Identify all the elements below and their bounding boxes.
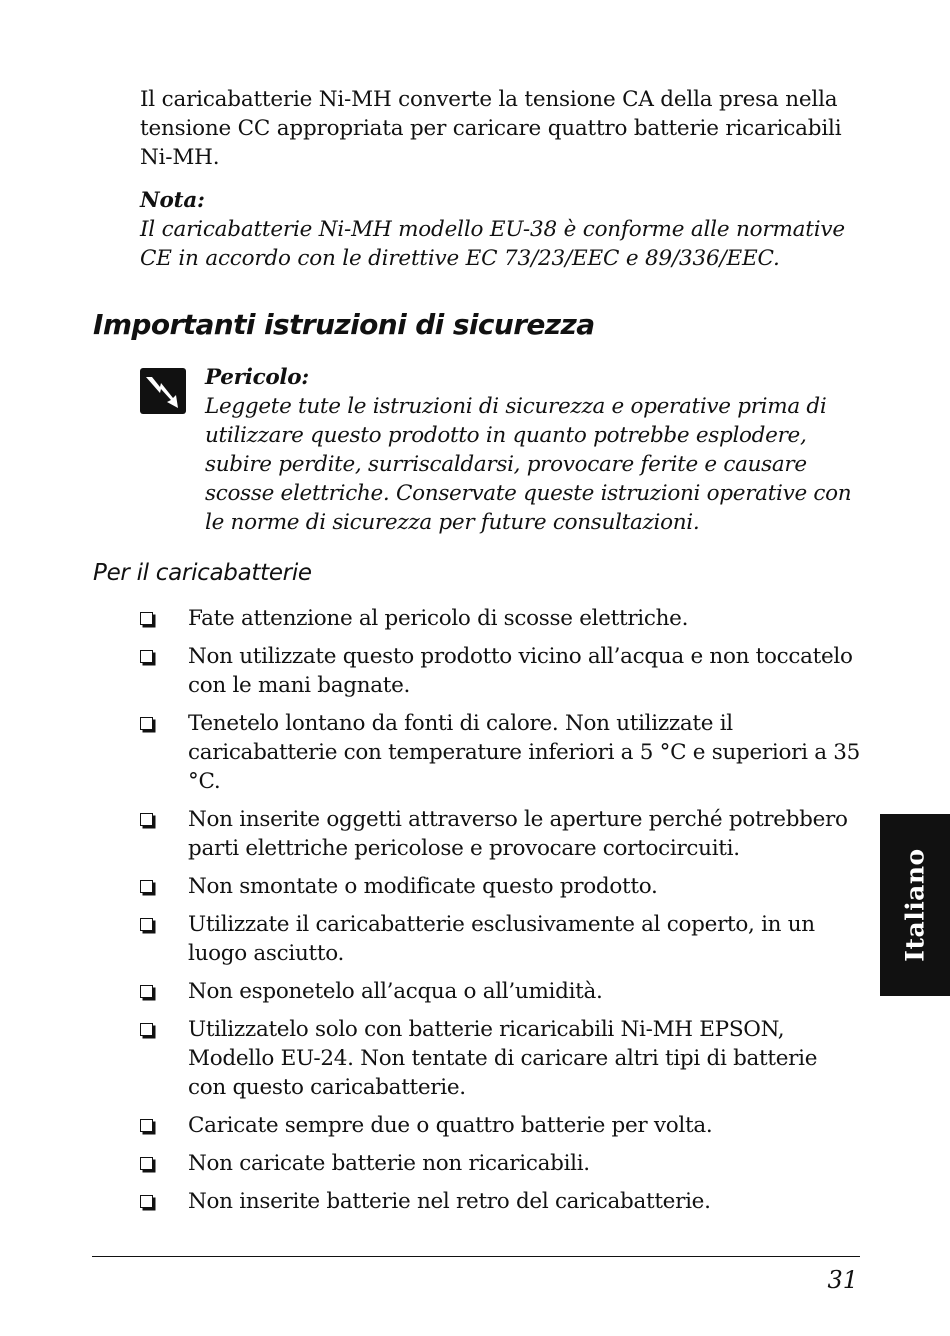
list-item-text: Caricate sempre due o quattro batterie per volta. — [188, 1113, 713, 1138]
note-block — [140, 186, 860, 273]
list-item — [140, 1187, 860, 1216]
warning-text: Leggete tute le istruzioni di sicurezza e operative prima di utilizzare questo prodotto in quanto potrebbe esplodere, subire perdite, surriscaldarsi, provocare ferite e causare scosse elettriche. Conservate queste istruzioni operative con le norme di sicurezza per future consultazioni. — [205, 394, 852, 535]
warning-block — [205, 363, 865, 537]
checkbox-bullet-icon — [140, 918, 153, 931]
note-text: Il caricabatterie Ni-MH modello EU-38 è conforme alle normative CE in accordo con le direttive EC 73/23/EEC e 89/336/EEC. — [140, 217, 845, 271]
list-item — [140, 977, 860, 1006]
subsection-title: Per il caricabatterie — [93, 560, 312, 586]
checkbox-bullet-icon — [140, 650, 153, 663]
checkbox-bullet-icon — [140, 1157, 153, 1170]
safety-list — [140, 604, 860, 1225]
checkbox-bullet-icon — [140, 612, 153, 625]
list-item — [140, 872, 860, 901]
language-tab — [880, 814, 950, 996]
list-item-text: Non smontate o modificate questo prodotto. — [188, 874, 658, 899]
language-tab-label: Italiano — [900, 848, 930, 962]
warning-title: Pericolo: — [205, 365, 309, 390]
list-item — [140, 805, 860, 863]
list-item-text: Utilizzate il caricabatterie esclusivamente al coperto, in un luogo asciutto. — [188, 912, 815, 966]
list-item-text: Non utilizzate questo prodotto vicino all’acqua e non toccatelo con le mani bagnate. — [188, 644, 853, 698]
section-title: Importanti istruzioni di sicurezza — [93, 308, 595, 341]
note-title: Nota: — [140, 188, 205, 213]
list-item-text: Tenetelo lontano da fonti di calore. Non utilizzate il caricabatterie con temperature inferiori a 5 °C e superiori a 35 °C. — [188, 711, 861, 794]
footer-divider — [92, 1256, 860, 1257]
checkbox-bullet-icon — [140, 1119, 153, 1132]
list-item — [140, 642, 860, 700]
checkbox-bullet-icon — [140, 880, 153, 893]
list-item-text: Non esponetelo all’acqua o all’umidità. — [188, 979, 603, 1004]
checkbox-bullet-icon — [140, 813, 153, 826]
intro-paragraph: Il caricabatterie Ni-MH converte la tensione CA della presa nella tensione CC appropriata per caricare quattro batterie ricaricabili Ni-MH. — [140, 87, 842, 170]
checkbox-bullet-icon — [140, 717, 153, 730]
checkbox-bullet-icon — [140, 1195, 153, 1208]
danger-lightning-icon — [140, 368, 186, 414]
list-item-text: Non inserite batterie nel retro del caricabatterie. — [188, 1189, 711, 1214]
list-item — [140, 709, 860, 796]
list-item — [140, 604, 860, 633]
list-item-text: Fate attenzione al pericolo di scosse elettriche. — [188, 606, 689, 631]
list-item-text: Non caricate batterie non ricaricabili. — [188, 1151, 590, 1176]
list-item — [140, 910, 860, 968]
list-item — [140, 1149, 860, 1178]
checkbox-bullet-icon — [140, 1023, 153, 1036]
list-item-text: Non inserite oggetti attraverso le aperture perché potrebbero parti elettriche pericolose e provocare cortocircuiti. — [188, 807, 848, 861]
list-item-text: Utilizzatelo solo con batterie ricaricabili Ni-MH EPSON, Modello EU-24. Non tentate di caricare altri tipi di batterie con questo caricabatterie. — [188, 1017, 818, 1100]
checkbox-bullet-icon — [140, 985, 153, 998]
list-item — [140, 1111, 860, 1140]
list-item — [140, 1015, 860, 1102]
page-number: 31 — [827, 1266, 858, 1294]
